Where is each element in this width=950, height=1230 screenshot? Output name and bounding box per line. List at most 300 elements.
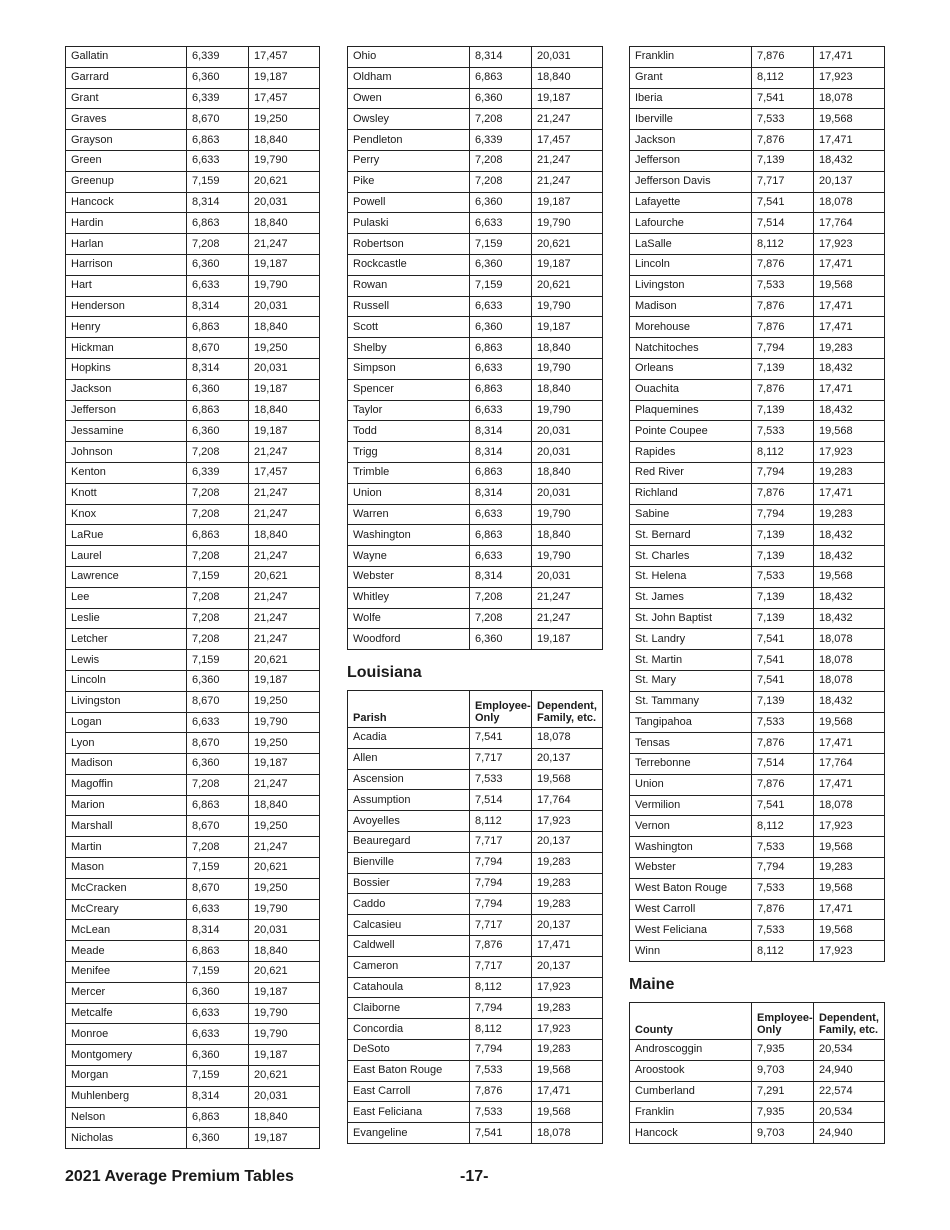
cell-dependent: 19,187 xyxy=(249,982,320,1003)
cell-name: Laurel xyxy=(66,546,187,567)
cell-employee-only: 7,794 xyxy=(470,998,532,1019)
cell-name: Jackson xyxy=(630,130,752,151)
cell-employee-only: 7,208 xyxy=(187,442,249,463)
cell-employee-only: 7,208 xyxy=(187,234,249,255)
cell-name: Pike xyxy=(348,171,470,192)
cell-employee-only: 6,633 xyxy=(187,899,249,920)
cell-dependent: 20,621 xyxy=(249,858,320,879)
cell-employee-only: 7,876 xyxy=(752,733,814,754)
cell-employee-only: 6,633 xyxy=(470,213,532,234)
table-row xyxy=(348,504,603,525)
cell-employee-only: 7,541 xyxy=(752,795,814,816)
cell-name: Rapides xyxy=(630,442,752,463)
column-2 xyxy=(347,46,603,650)
table-row xyxy=(66,358,320,379)
cell-dependent: 18,840 xyxy=(249,400,320,421)
cell-employee-only: 6,863 xyxy=(187,317,249,338)
cell-dependent: 17,471 xyxy=(814,483,885,504)
premium-table xyxy=(347,46,603,650)
table-row xyxy=(630,608,885,629)
cell-employee-only: 7,139 xyxy=(752,525,814,546)
cell-name: East Baton Rouge xyxy=(348,1060,470,1081)
table-row xyxy=(630,88,885,109)
cell-name: Lawrence xyxy=(66,566,187,587)
table-row xyxy=(630,379,885,400)
cell-employee-only: 7,876 xyxy=(752,774,814,795)
page-number: -17- xyxy=(460,1168,489,1185)
cell-employee-only: 6,360 xyxy=(470,192,532,213)
table-row xyxy=(348,1123,603,1144)
cell-employee-only: 7,717 xyxy=(470,831,532,852)
cell-employee-only: 7,159 xyxy=(470,275,532,296)
cell-employee-only: 6,360 xyxy=(187,1128,249,1149)
table-row xyxy=(348,935,603,956)
column-1 xyxy=(65,46,320,1149)
cell-dependent: 17,923 xyxy=(532,977,603,998)
table-row xyxy=(348,275,603,296)
cell-employee-only: 6,339 xyxy=(187,462,249,483)
cell-name: St. John Baptist xyxy=(630,608,752,629)
table-row xyxy=(630,296,885,317)
cell-name: Menifee xyxy=(66,962,187,983)
table-row xyxy=(348,1019,603,1040)
cell-employee-only: 7,514 xyxy=(752,213,814,234)
table-row xyxy=(66,837,320,858)
cell-dependent: 17,457 xyxy=(532,130,603,151)
table-row xyxy=(630,546,885,567)
cell-dependent: 18,840 xyxy=(249,130,320,151)
cell-name: Henry xyxy=(66,317,187,338)
cell-name: Ouachita xyxy=(630,379,752,400)
cell-name: Hart xyxy=(66,275,187,296)
cell-name: Pointe Coupee xyxy=(630,421,752,442)
header-employee: Employee-Only xyxy=(752,1003,814,1040)
table-row xyxy=(66,858,320,879)
cell-dependent: 18,840 xyxy=(532,379,603,400)
table-row xyxy=(348,254,603,275)
cell-name: Assumption xyxy=(348,790,470,811)
table-row xyxy=(66,566,320,587)
cell-employee-only: 7,159 xyxy=(187,1066,249,1087)
cell-employee-only: 6,633 xyxy=(470,358,532,379)
cell-employee-only: 6,863 xyxy=(187,1107,249,1128)
cell-dependent: 19,187 xyxy=(532,88,603,109)
cell-employee-only: 7,208 xyxy=(187,504,249,525)
cell-dependent: 18,840 xyxy=(249,795,320,816)
cell-dependent: 18,432 xyxy=(814,691,885,712)
cell-dependent: 19,187 xyxy=(249,254,320,275)
cell-employee-only: 6,360 xyxy=(187,754,249,775)
cell-name: West Feliciana xyxy=(630,920,752,941)
table-row xyxy=(630,525,885,546)
cell-employee-only: 6,360 xyxy=(187,379,249,400)
cell-name: Wolfe xyxy=(348,608,470,629)
cell-dependent: 18,840 xyxy=(249,317,320,338)
table-row xyxy=(348,1102,603,1123)
cell-dependent: 19,790 xyxy=(249,712,320,733)
cell-dependent: 19,283 xyxy=(814,462,885,483)
cell-dependent: 21,247 xyxy=(532,171,603,192)
cell-name: Pulaski xyxy=(348,213,470,234)
cell-dependent: 17,471 xyxy=(532,1081,603,1102)
cell-dependent: 19,790 xyxy=(249,1003,320,1024)
cell-employee-only: 7,876 xyxy=(752,483,814,504)
cell-employee-only: 7,794 xyxy=(470,1039,532,1060)
cell-dependent: 18,078 xyxy=(814,629,885,650)
cell-dependent: 18,840 xyxy=(249,1107,320,1128)
table-row xyxy=(630,1040,885,1061)
cell-name: Cumberland xyxy=(630,1081,752,1102)
cell-employee-only: 7,139 xyxy=(752,587,814,608)
cell-employee-only: 7,717 xyxy=(752,171,814,192)
cell-employee-only: 8,112 xyxy=(470,977,532,998)
table-row xyxy=(348,130,603,151)
table-row xyxy=(630,483,885,504)
cell-employee-only: 8,314 xyxy=(187,296,249,317)
cell-name: Lincoln xyxy=(630,254,752,275)
cell-name: Iberville xyxy=(630,109,752,130)
section-table xyxy=(347,690,603,1144)
table-row xyxy=(66,1045,320,1066)
cell-dependent: 19,283 xyxy=(532,852,603,873)
cell-dependent: 19,790 xyxy=(532,358,603,379)
cell-employee-only: 7,876 xyxy=(752,47,814,68)
cell-dependent: 20,137 xyxy=(532,748,603,769)
cell-employee-only: 8,112 xyxy=(470,1019,532,1040)
table-row xyxy=(630,442,885,463)
cell-dependent: 19,283 xyxy=(814,858,885,879)
cell-dependent: 19,568 xyxy=(814,878,885,899)
cell-name: Red River xyxy=(630,462,752,483)
cell-dependent: 19,568 xyxy=(814,837,885,858)
table-row xyxy=(66,546,320,567)
cell-name: Grant xyxy=(630,67,752,88)
cell-dependent: 19,568 xyxy=(814,275,885,296)
cell-name: Whitley xyxy=(348,587,470,608)
table-row xyxy=(348,296,603,317)
table-row xyxy=(66,400,320,421)
table-row xyxy=(66,379,320,400)
cell-dependent: 19,250 xyxy=(249,878,320,899)
cell-name: Sabine xyxy=(630,504,752,525)
cell-name: Caldwell xyxy=(348,935,470,956)
table-row xyxy=(66,650,320,671)
table-row xyxy=(630,774,885,795)
table-row xyxy=(66,130,320,151)
cell-employee-only: 6,633 xyxy=(470,296,532,317)
cell-employee-only: 7,533 xyxy=(470,1060,532,1081)
cell-name: Evangeline xyxy=(348,1123,470,1144)
cell-name: West Carroll xyxy=(630,899,752,920)
cell-name: Bienville xyxy=(348,852,470,873)
cell-employee-only: 7,139 xyxy=(752,358,814,379)
cell-employee-only: 7,541 xyxy=(752,88,814,109)
table-row xyxy=(630,1060,885,1081)
cell-dependent: 24,940 xyxy=(814,1060,885,1081)
section-body xyxy=(348,728,603,1144)
cell-name: Grayson xyxy=(66,130,187,151)
cell-employee-only: 6,863 xyxy=(187,941,249,962)
cell-dependent: 17,923 xyxy=(814,67,885,88)
table-row xyxy=(630,317,885,338)
cell-dependent: 18,078 xyxy=(814,192,885,213)
cell-name: Hancock xyxy=(630,1123,752,1144)
cell-employee-only: 7,541 xyxy=(752,670,814,691)
cell-name: Mason xyxy=(66,858,187,879)
table-row xyxy=(66,1107,320,1128)
cell-name: Henderson xyxy=(66,296,187,317)
table-row xyxy=(66,754,320,775)
cell-name: Madison xyxy=(66,754,187,775)
cell-employee-only: 8,112 xyxy=(470,811,532,832)
cell-name: Vernon xyxy=(630,816,752,837)
cell-employee-only: 7,533 xyxy=(752,421,814,442)
cell-employee-only: 7,291 xyxy=(752,1081,814,1102)
table-row xyxy=(348,47,603,68)
cell-name: Lyon xyxy=(66,733,187,754)
cell-employee-only: 7,794 xyxy=(470,852,532,873)
cell-name: Vermilion xyxy=(630,795,752,816)
cell-employee-only: 6,863 xyxy=(187,525,249,546)
cell-dependent: 19,283 xyxy=(814,504,885,525)
cell-employee-only: 7,794 xyxy=(752,462,814,483)
table-row xyxy=(66,483,320,504)
cell-name: Taylor xyxy=(348,400,470,421)
cell-dependent: 19,283 xyxy=(814,338,885,359)
cell-employee-only: 6,633 xyxy=(187,1003,249,1024)
cell-employee-only: 9,703 xyxy=(752,1060,814,1081)
cell-name: Trimble xyxy=(348,462,470,483)
cell-employee-only: 8,314 xyxy=(187,920,249,941)
cell-name: McCracken xyxy=(66,878,187,899)
cell-employee-only: 7,541 xyxy=(470,1123,532,1144)
cell-name: Kenton xyxy=(66,462,187,483)
table-row xyxy=(630,858,885,879)
table-row xyxy=(66,171,320,192)
footer-title: 2021 Average Premium Tables xyxy=(65,1168,294,1185)
cell-name: Russell xyxy=(348,296,470,317)
table-row xyxy=(348,977,603,998)
cell-name: Harrison xyxy=(66,254,187,275)
table-row xyxy=(630,47,885,68)
cell-dependent: 19,187 xyxy=(249,670,320,691)
cell-dependent: 20,534 xyxy=(814,1102,885,1123)
cell-employee-only: 8,314 xyxy=(470,442,532,463)
cell-name: Wayne xyxy=(348,546,470,567)
cell-dependent: 18,840 xyxy=(249,941,320,962)
cell-name: Allen xyxy=(348,748,470,769)
table-row xyxy=(348,192,603,213)
cell-employee-only: 6,360 xyxy=(470,254,532,275)
table-row xyxy=(348,400,603,421)
cell-dependent: 21,247 xyxy=(249,837,320,858)
cell-name: Powell xyxy=(348,192,470,213)
table-row xyxy=(348,894,603,915)
table-row xyxy=(66,816,320,837)
cell-dependent: 21,247 xyxy=(532,608,603,629)
table-row xyxy=(630,150,885,171)
cell-dependent: 19,283 xyxy=(532,998,603,1019)
section-table xyxy=(629,1002,885,1144)
table-row xyxy=(630,109,885,130)
table-row xyxy=(66,1128,320,1149)
table-body xyxy=(630,47,885,962)
cell-name: Jefferson xyxy=(66,400,187,421)
table-row xyxy=(66,462,320,483)
cell-employee-only: 6,360 xyxy=(187,982,249,1003)
table-row xyxy=(66,88,320,109)
cell-employee-only: 7,533 xyxy=(752,566,814,587)
cell-name: Grant xyxy=(66,88,187,109)
cell-name: Iberia xyxy=(630,88,752,109)
cell-employee-only: 7,533 xyxy=(752,109,814,130)
cell-employee-only: 9,703 xyxy=(752,1123,814,1144)
cell-name: Aroostook xyxy=(630,1060,752,1081)
cell-dependent: 19,187 xyxy=(532,317,603,338)
cell-name: St. Bernard xyxy=(630,525,752,546)
cell-employee-only: 7,533 xyxy=(752,878,814,899)
cell-dependent: 17,764 xyxy=(532,790,603,811)
cell-name: Franklin xyxy=(630,1102,752,1123)
cell-employee-only: 6,339 xyxy=(187,88,249,109)
cell-employee-only: 7,533 xyxy=(752,920,814,941)
cell-name: Washington xyxy=(630,837,752,858)
cell-name: Lincoln xyxy=(66,670,187,691)
table-row xyxy=(348,109,603,130)
cell-employee-only: 7,717 xyxy=(470,915,532,936)
cell-dependent: 17,471 xyxy=(814,47,885,68)
cell-name: Orleans xyxy=(630,358,752,379)
table-row xyxy=(348,769,603,790)
cell-dependent: 20,621 xyxy=(249,650,320,671)
header-employee: Employee-Only xyxy=(470,691,532,728)
table-row xyxy=(66,67,320,88)
cell-dependent: 19,568 xyxy=(814,566,885,587)
cell-employee-only: 7,876 xyxy=(752,379,814,400)
cell-employee-only: 6,360 xyxy=(470,88,532,109)
table-row xyxy=(66,1066,320,1087)
cell-employee-only: 6,339 xyxy=(187,47,249,68)
cell-employee-only: 7,794 xyxy=(752,338,814,359)
cell-employee-only: 7,541 xyxy=(752,650,814,671)
table-row xyxy=(348,608,603,629)
cell-dependent: 19,283 xyxy=(532,1039,603,1060)
cell-employee-only: 7,159 xyxy=(187,171,249,192)
cell-dependent: 19,790 xyxy=(532,504,603,525)
cell-employee-only: 6,863 xyxy=(470,338,532,359)
table-row xyxy=(66,670,320,691)
cell-employee-only: 7,208 xyxy=(470,587,532,608)
cell-dependent: 20,534 xyxy=(814,1040,885,1061)
cell-dependent: 20,031 xyxy=(532,442,603,463)
cell-employee-only: 7,794 xyxy=(470,873,532,894)
cell-dependent: 18,078 xyxy=(814,650,885,671)
table-row xyxy=(348,338,603,359)
cell-name: Todd xyxy=(348,421,470,442)
table-row xyxy=(630,878,885,899)
cell-dependent: 18,840 xyxy=(532,338,603,359)
cell-name: Morgan xyxy=(66,1066,187,1087)
cell-employee-only: 7,208 xyxy=(187,837,249,858)
cell-employee-only: 8,670 xyxy=(187,816,249,837)
cell-name: Calcasieu xyxy=(348,915,470,936)
cell-name: St. Mary xyxy=(630,670,752,691)
table-row xyxy=(348,421,603,442)
cell-name: Nelson xyxy=(66,1107,187,1128)
cell-name: Johnson xyxy=(66,442,187,463)
cell-dependent: 17,457 xyxy=(249,47,320,68)
cell-dependent: 19,187 xyxy=(532,629,603,650)
column-3 xyxy=(629,46,885,962)
cell-employee-only: 7,139 xyxy=(752,546,814,567)
cell-employee-only: 6,863 xyxy=(470,379,532,400)
table-row xyxy=(348,67,603,88)
cell-employee-only: 7,541 xyxy=(752,192,814,213)
cell-dependent: 19,790 xyxy=(532,213,603,234)
cell-dependent: 17,471 xyxy=(814,254,885,275)
cell-dependent: 18,840 xyxy=(249,213,320,234)
cell-employee-only: 7,139 xyxy=(752,150,814,171)
table-row xyxy=(348,234,603,255)
table-row xyxy=(348,587,603,608)
cell-employee-only: 6,633 xyxy=(470,504,532,525)
table-row xyxy=(66,504,320,525)
cell-dependent: 19,187 xyxy=(532,192,603,213)
cell-dependent: 18,078 xyxy=(532,1123,603,1144)
cell-name: Green xyxy=(66,150,187,171)
cell-dependent: 20,031 xyxy=(532,566,603,587)
cell-employee-only: 7,876 xyxy=(470,1081,532,1102)
cell-employee-only: 7,541 xyxy=(752,629,814,650)
cell-employee-only: 8,670 xyxy=(187,338,249,359)
cell-dependent: 20,031 xyxy=(532,47,603,68)
cell-dependent: 20,031 xyxy=(249,1086,320,1107)
table-row xyxy=(630,400,885,421)
cell-employee-only: 7,159 xyxy=(187,566,249,587)
cell-name: Pendleton xyxy=(348,130,470,151)
table-row xyxy=(630,275,885,296)
table-row xyxy=(630,1102,885,1123)
table-row xyxy=(348,852,603,873)
table-row xyxy=(348,1039,603,1060)
cell-name: Logan xyxy=(66,712,187,733)
cell-name: Hickman xyxy=(66,338,187,359)
table-row xyxy=(630,899,885,920)
table-row xyxy=(348,873,603,894)
cell-dependent: 21,247 xyxy=(249,774,320,795)
table-row xyxy=(348,748,603,769)
table-row xyxy=(66,109,320,130)
table-row xyxy=(348,442,603,463)
cell-name: Metcalfe xyxy=(66,1003,187,1024)
cell-name: Concordia xyxy=(348,1019,470,1040)
table-row xyxy=(630,1123,885,1144)
cell-dependent: 21,247 xyxy=(249,504,320,525)
cell-employee-only: 8,670 xyxy=(187,878,249,899)
table-row xyxy=(630,587,885,608)
cell-dependent: 17,471 xyxy=(532,935,603,956)
table-row xyxy=(348,317,603,338)
cell-employee-only: 7,533 xyxy=(752,837,814,858)
cell-dependent: 20,031 xyxy=(532,483,603,504)
cell-dependent: 21,247 xyxy=(249,546,320,567)
cell-dependent: 19,250 xyxy=(249,733,320,754)
table-row xyxy=(348,1081,603,1102)
table-row xyxy=(348,998,603,1019)
cell-dependent: 19,187 xyxy=(249,1045,320,1066)
cell-dependent: 18,432 xyxy=(814,400,885,421)
cell-employee-only: 7,208 xyxy=(470,608,532,629)
